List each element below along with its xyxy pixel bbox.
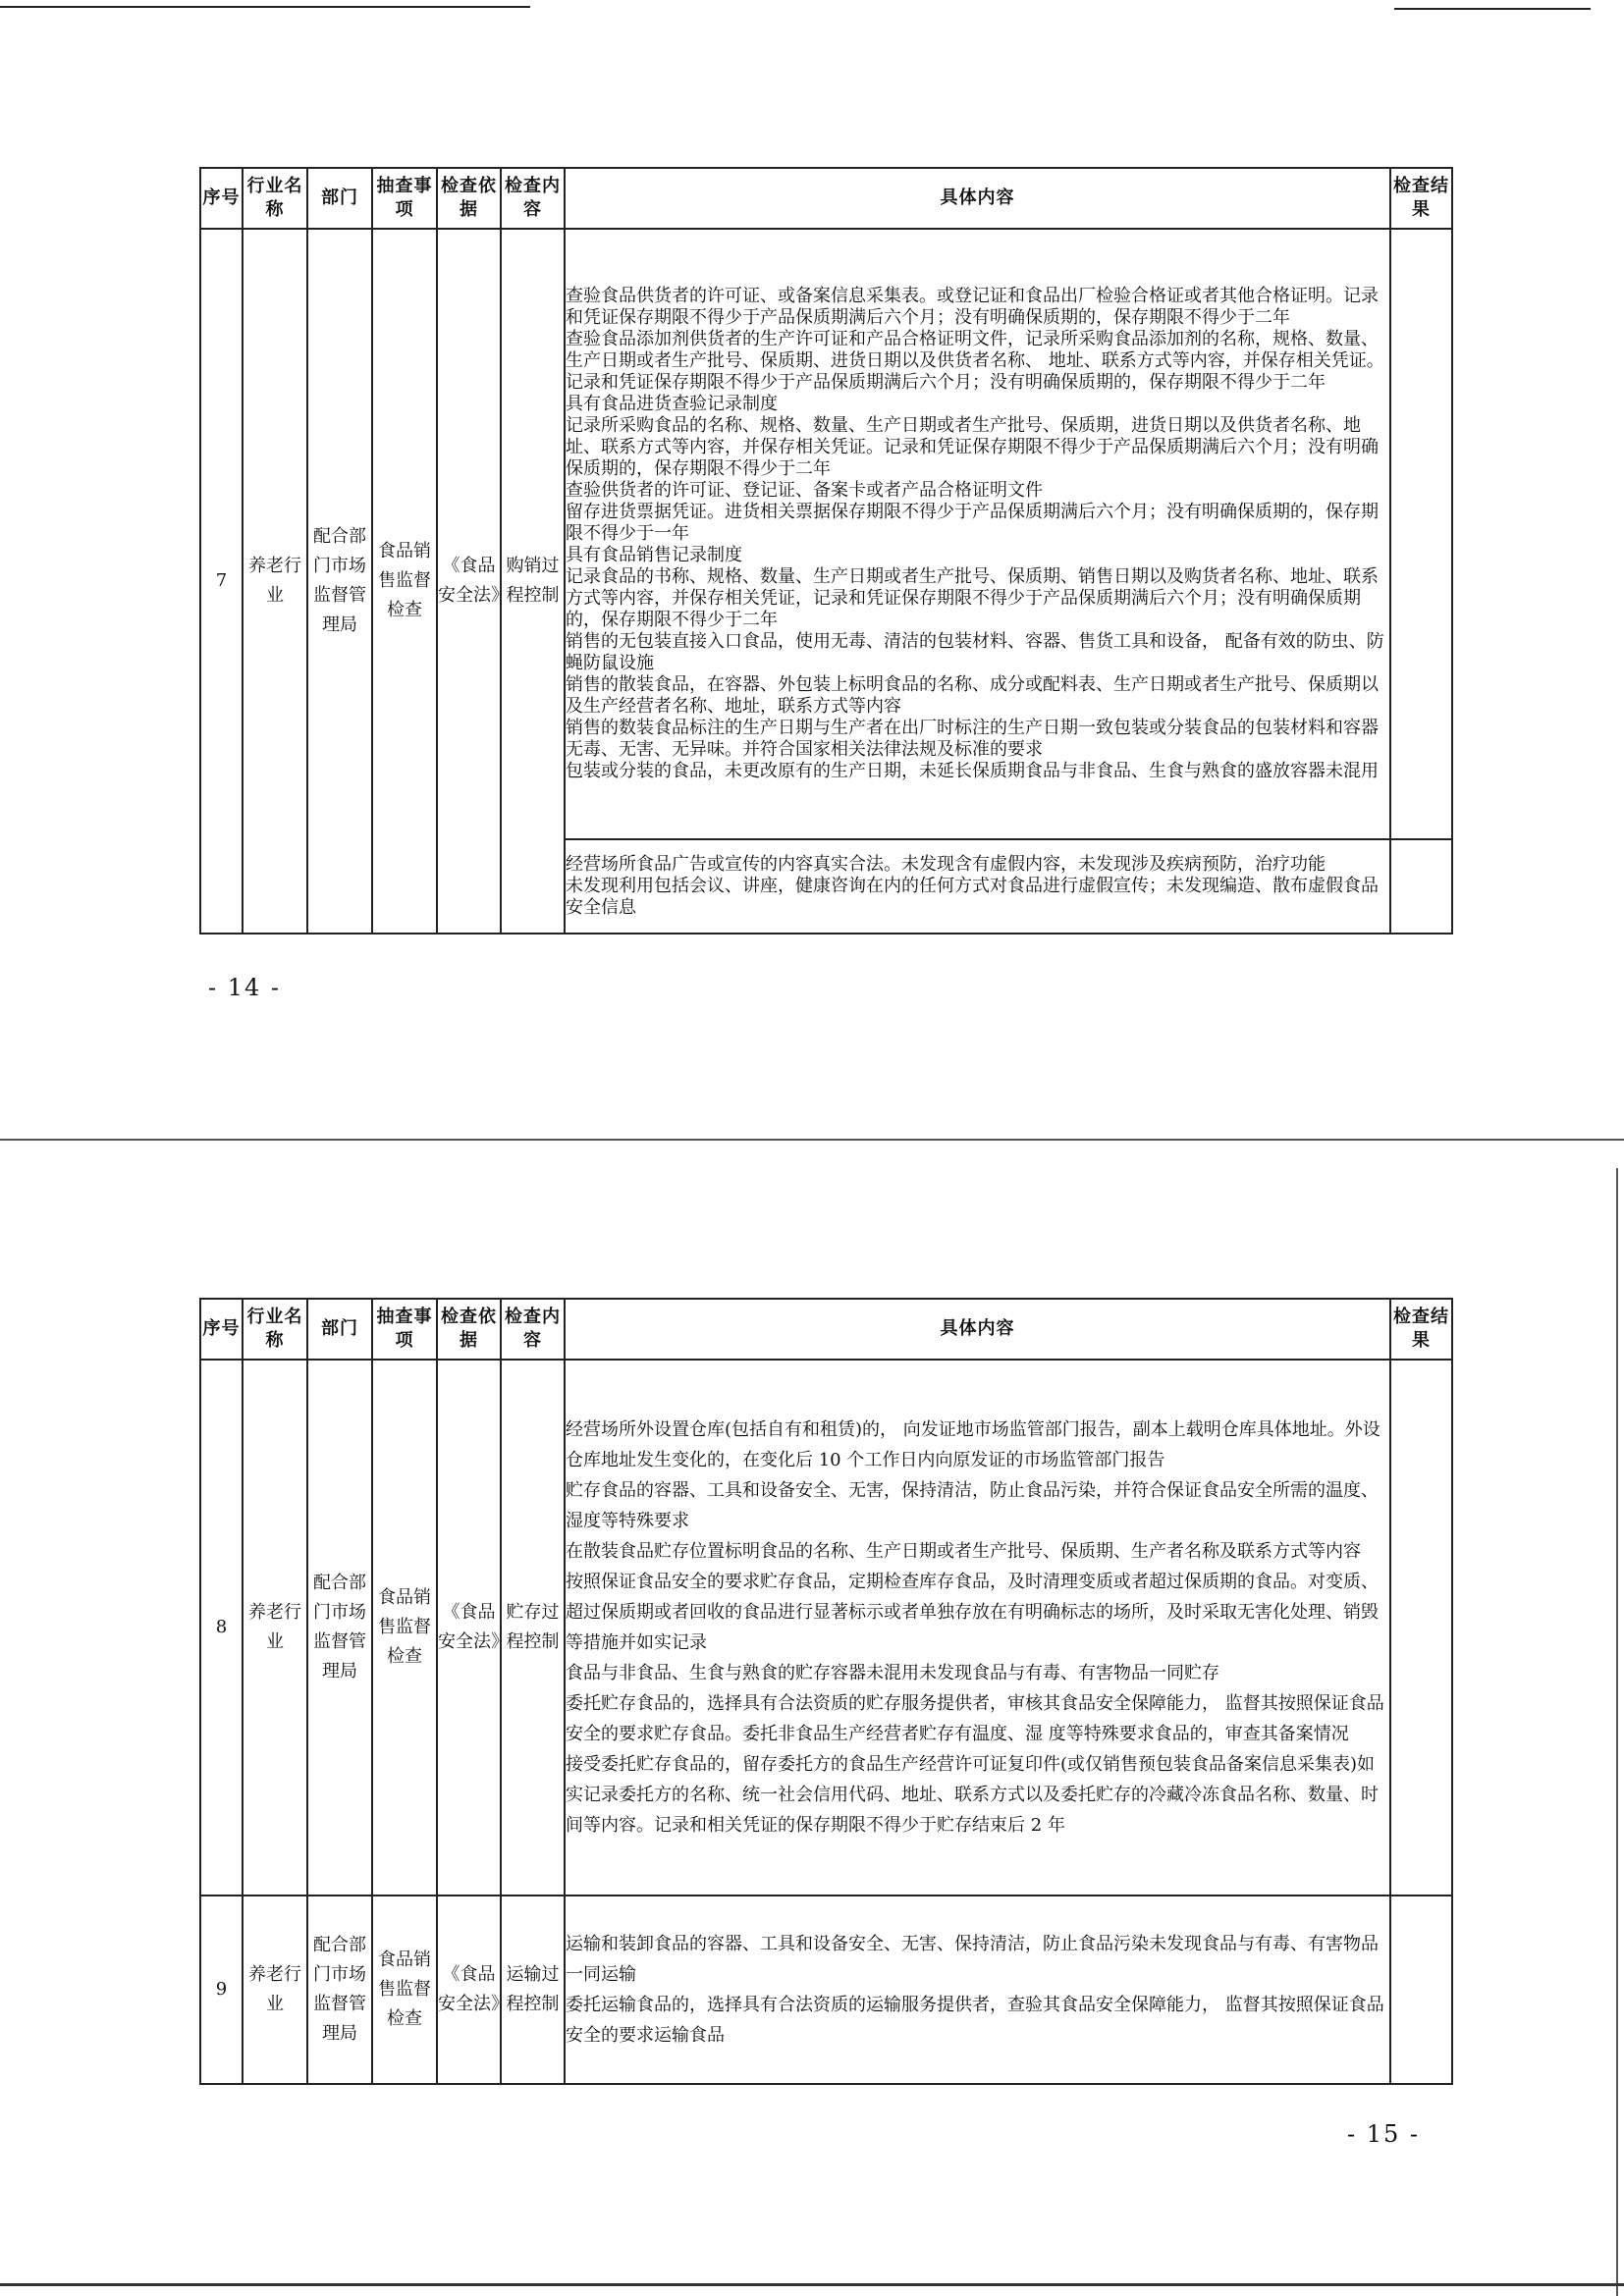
top-edge-line-right <box>1394 8 1591 10</box>
cell-detail-extra <box>565 839 1390 934</box>
page-number-14: - 14 - <box>208 974 282 1001</box>
page-separator-line <box>0 1139 1624 1141</box>
table-header-row <box>200 168 1452 229</box>
header-result: 检查结果 <box>1390 1299 1452 1360</box>
header-seq: 序号 <box>200 1299 243 1360</box>
detail-line: 经营场所食品广告或宣传的内容真实合法。未发现含有虚假内容，未发现涉及疾病预防，治疗功能 <box>566 854 1326 875</box>
cell-industry: 养老行业 <box>243 1360 307 1896</box>
detail-line: 留存进货票据凭证。进货相关票据保存期限不得少于产品保质期满后六个月；没有明确保质期的，保存期限不得少于一年 <box>566 502 1379 544</box>
cell-seq: 7 <box>200 229 243 934</box>
top-edge-line <box>0 6 530 8</box>
cell-item: 食品销售监督检查 <box>372 229 437 934</box>
detail-line: 委托贮存食品的，选择具有合法资质的贮存服务提供者，审核其食品安全保障能力， 监督其按照保证食品安全的要求贮存食品。委托非食品生产经营者贮存有温度、湿 度等特殊要求食品的，审查其备案情况 <box>566 1693 1384 1744</box>
cell-industry: 养老行业 <box>243 1896 307 2084</box>
detail-line: 查验食品供货者的许可证、或备案信息采集表。或登记证和食品出厂检验合格证或者其他合格证明。记录和凭证保存期限不得少于产品保质期满后六个月；没有明确保质期的，保存期限不得少于二年 <box>566 286 1379 328</box>
cell-seq: 9 <box>200 1896 243 2084</box>
cell-item: 食品销售监督检查 <box>372 1896 437 2084</box>
cell-detail <box>565 1360 1390 1896</box>
detail-line: 记录所采购食品的名称、规格、数量、生产日期或者生产批号、保质期，进货日期以及供货者名称、地址、联系方式等内容，并保存相关凭证。记录和凭证保存期限不得少于产品保质期满后六个月；没有明确保质期的，保存期限不得少于二年 <box>566 415 1379 479</box>
header-inspect: 检查内容 <box>501 168 565 229</box>
table-row-9 <box>200 1896 1452 2084</box>
cell-inspect: 贮存过程控制 <box>501 1360 565 1896</box>
cell-dept: 配合部门市场监督管理局 <box>307 229 372 934</box>
detail-line: 销售的无包装直接入口食品，使用无毒、清洁的包装材料、容器、售货工具和设备， 配备有效的防虫、防蝇防鼠设施 <box>566 631 1384 673</box>
header-dept: 部门 <box>307 168 372 229</box>
cell-result <box>1390 1360 1452 1896</box>
header-result: 检查结果 <box>1390 168 1452 229</box>
header-industry: 行业名称 <box>243 168 307 229</box>
header-dept: 部门 <box>307 1299 372 1360</box>
header-item: 抽查事项 <box>372 1299 437 1360</box>
cell-basis: 《食品安全法》 <box>437 229 501 934</box>
header-item: 抽查事项 <box>372 168 437 229</box>
detail-line: 在散装食品贮存位置标明食品的名称、生产日期或者生产批号、保质期、生产者名称及联系方式等内容 <box>566 1541 1361 1562</box>
cell-item: 食品销售监督检查 <box>372 1360 437 1896</box>
table-row-7 <box>200 229 1452 839</box>
cell-seq: 8 <box>200 1360 243 1896</box>
detail-line: 销售的散装食品，在容器、外包装上标明食品的名称、成分或配料表、生产日期或者生产批号、保质期以及生产经营者名称、地址，联系方式等内容 <box>566 674 1379 717</box>
header-detail: 具体内容 <box>565 168 1390 229</box>
table-row-8 <box>200 1360 1452 1896</box>
header-inspect: 检查内容 <box>501 1299 565 1360</box>
inspection-table-page-14 <box>199 167 1453 934</box>
detail-line: 按照保证食品安全的要求贮存食品，定期检查库存食品，及时清理变质或者超过保质期的食品。对变质、超过保质期或者回收的食品进行显著标示或者单独存放在有明确标志的场所，及时采取无害化处理、销毁等措施并如实记录 <box>566 1572 1379 1653</box>
cell-inspect: 购销过程控制 <box>501 229 565 934</box>
cell-result <box>1390 1896 1452 2084</box>
header-industry: 行业名称 <box>243 1299 307 1360</box>
inspection-table-page-15 <box>199 1298 1453 2085</box>
detail-line: 委托运输食品的，选择具有合法资质的运输服务提供者，查验其食品安全保障能力， 监督其按照保证食品安全的要求运输食品 <box>566 1995 1384 2046</box>
detail-line: 具有食品进货查验记录制度 <box>566 394 778 414</box>
header-basis: 检查依据 <box>437 168 501 229</box>
cell-detail <box>565 1896 1390 2084</box>
cell-dept: 配合部门市场监督管理局 <box>307 1896 372 2084</box>
header-seq: 序号 <box>200 168 243 229</box>
cell-result-extra <box>1390 839 1452 934</box>
header-detail: 具体内容 <box>565 1299 1390 1360</box>
detail-line: 运输和装卸食品的容器、工具和设备安全、无害、保持清洁，防止食品污染未发现食品与有毒、有害物品一同运输 <box>566 1934 1379 1985</box>
cell-industry: 养老行业 <box>243 229 307 934</box>
header-basis: 检查依据 <box>437 1299 501 1360</box>
detail-line: 经营场所外设置仓库(包括自有和租赁)的， 向发证地市场监管部门报告，副本上载明仓库具体地址。外设仓库地址发生变化的，在变化后 10 个工作日内向原发证的市场监管部门报告 <box>566 1419 1380 1470</box>
detail-line: 具有食品销售记录制度 <box>566 545 742 565</box>
cell-basis: 《食品安全法》 <box>437 1360 501 1896</box>
cell-result <box>1390 229 1452 839</box>
cell-dept: 配合部门市场监督管理局 <box>307 1360 372 1896</box>
detail-line: 包装或分装的食品，未更改原有的生产日期，未延长保质期食品与非食品、生食与熟食的盛放容器未混用 <box>566 761 1379 781</box>
cell-basis: 《食品安全法》 <box>437 1896 501 2084</box>
page-right-edge <box>1616 1168 1618 2296</box>
detail-line: 食品与非食品、生食与熟食的贮存容器未混用未发现食品与有毒、有害物品一同贮存 <box>566 1663 1219 1683</box>
page-bottom-edge <box>0 2283 1624 2286</box>
page-number-15: - 15 - <box>1347 2120 1421 2148</box>
cell-inspect: 运输过程控制 <box>501 1896 565 2084</box>
detail-line: 贮存食品的容器、工具和设备安全、无害，保持清洁，防止食品污染，并符合保证食品安全所需的温度、湿度等特殊要求 <box>566 1480 1379 1531</box>
cell-detail <box>565 229 1390 839</box>
detail-line: 记录食品的书称、规格、数量、生产日期或者生产批号、保质期、销售日期以及购货者名称、地址、联系方式等内容，并保存相关凭证，记录和凭证保存期限不得少于产品保质期满后六个月；没有明确保质期的，保存期限不得少于二年 <box>566 566 1379 630</box>
detail-line: 查验供货者的许可证、登记证、备案卡或者产品合格证明文件 <box>566 480 1043 501</box>
detail-line: 接受委托贮存食品的，留存委托方的食品生产经营许可证复印件(或仅销售预包装食品备案信息采集表)如实记录委托方的名称、统一社会信用代码、地址、联系方式以及委托贮存的冷藏冷冻食品名称、数量、时间等内容。记录和相关凭证的保存期限不得少于贮存结束后 2 年 <box>566 1754 1379 1836</box>
detail-line: 销售的数装食品标注的生产日期与生产者在出厂时标注的生产日期一致包装或分装食品的包装材料和容器无毒、无害、无异味。并符合国家相关法律法规及标准的要求 <box>566 718 1379 760</box>
table-header-row <box>200 1299 1452 1360</box>
detail-line: 未发现利用包括会议、讲座，健康咨询在内的任何方式对食品进行虚假宣传；未发现编造、散布虚假食品安全信息 <box>566 876 1379 918</box>
detail-line: 查验食品添加剂供货者的生产许可证和产品合格证明文件，记录所采购食品添加剂的名称，规格、数量、生产日期或者生产批号、保质期、进货日期以及供货者名称、 地址、联系方式等内容，并保存相关凭证。记录和凭证保存期限不得少于产品保质期满后六个月；没有明确保质期的，保存期限不得少于二年 <box>566 329 1384 393</box>
